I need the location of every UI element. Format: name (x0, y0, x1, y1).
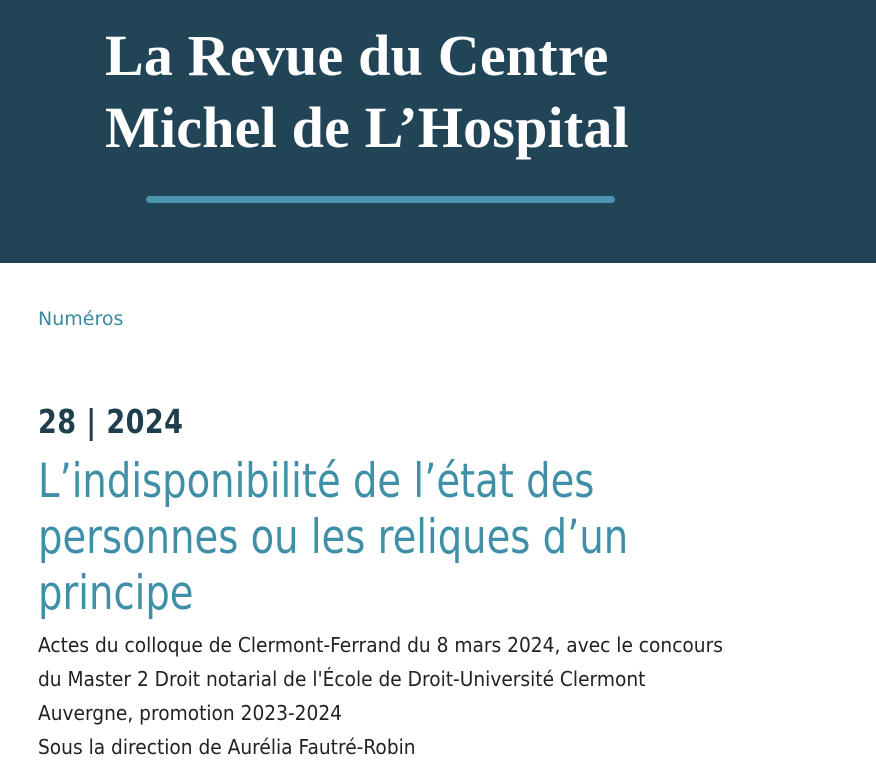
title-underline-decoration (146, 196, 615, 203)
issue-description-line-2: du Master 2 Droit notarial de l'École de Droit-Université Clermont (38, 667, 646, 691)
issue-title-line-3: principe (38, 566, 194, 621)
breadcrumb-numeros-link[interactable]: Numéros (38, 308, 124, 330)
site-title-line-1[interactable]: La Revue du Centre (105, 23, 609, 88)
issue-number: 28 | 2024 (38, 402, 184, 441)
site-title-line-2[interactable]: Michel de L’Hospital (105, 95, 629, 160)
issue-title (38, 454, 776, 622)
issue-title-line-1: L’indisponibilité de l’état des (38, 454, 595, 509)
issue-title-line-2: personnes ou les reliques d’un (38, 510, 629, 565)
issue-description-line-3: Auvergne, promotion 2023-2024 (38, 701, 342, 725)
site-title[interactable] (105, 20, 629, 164)
issue-description (38, 628, 782, 764)
site-header (0, 0, 876, 263)
issue-description-line-1: Actes du colloque de Clermont-Ferrand du 8 mars 2024, avec le concours (38, 633, 723, 657)
issue-editor-line: Sous la direction de Aurélia Fautré-Robin (38, 735, 416, 759)
